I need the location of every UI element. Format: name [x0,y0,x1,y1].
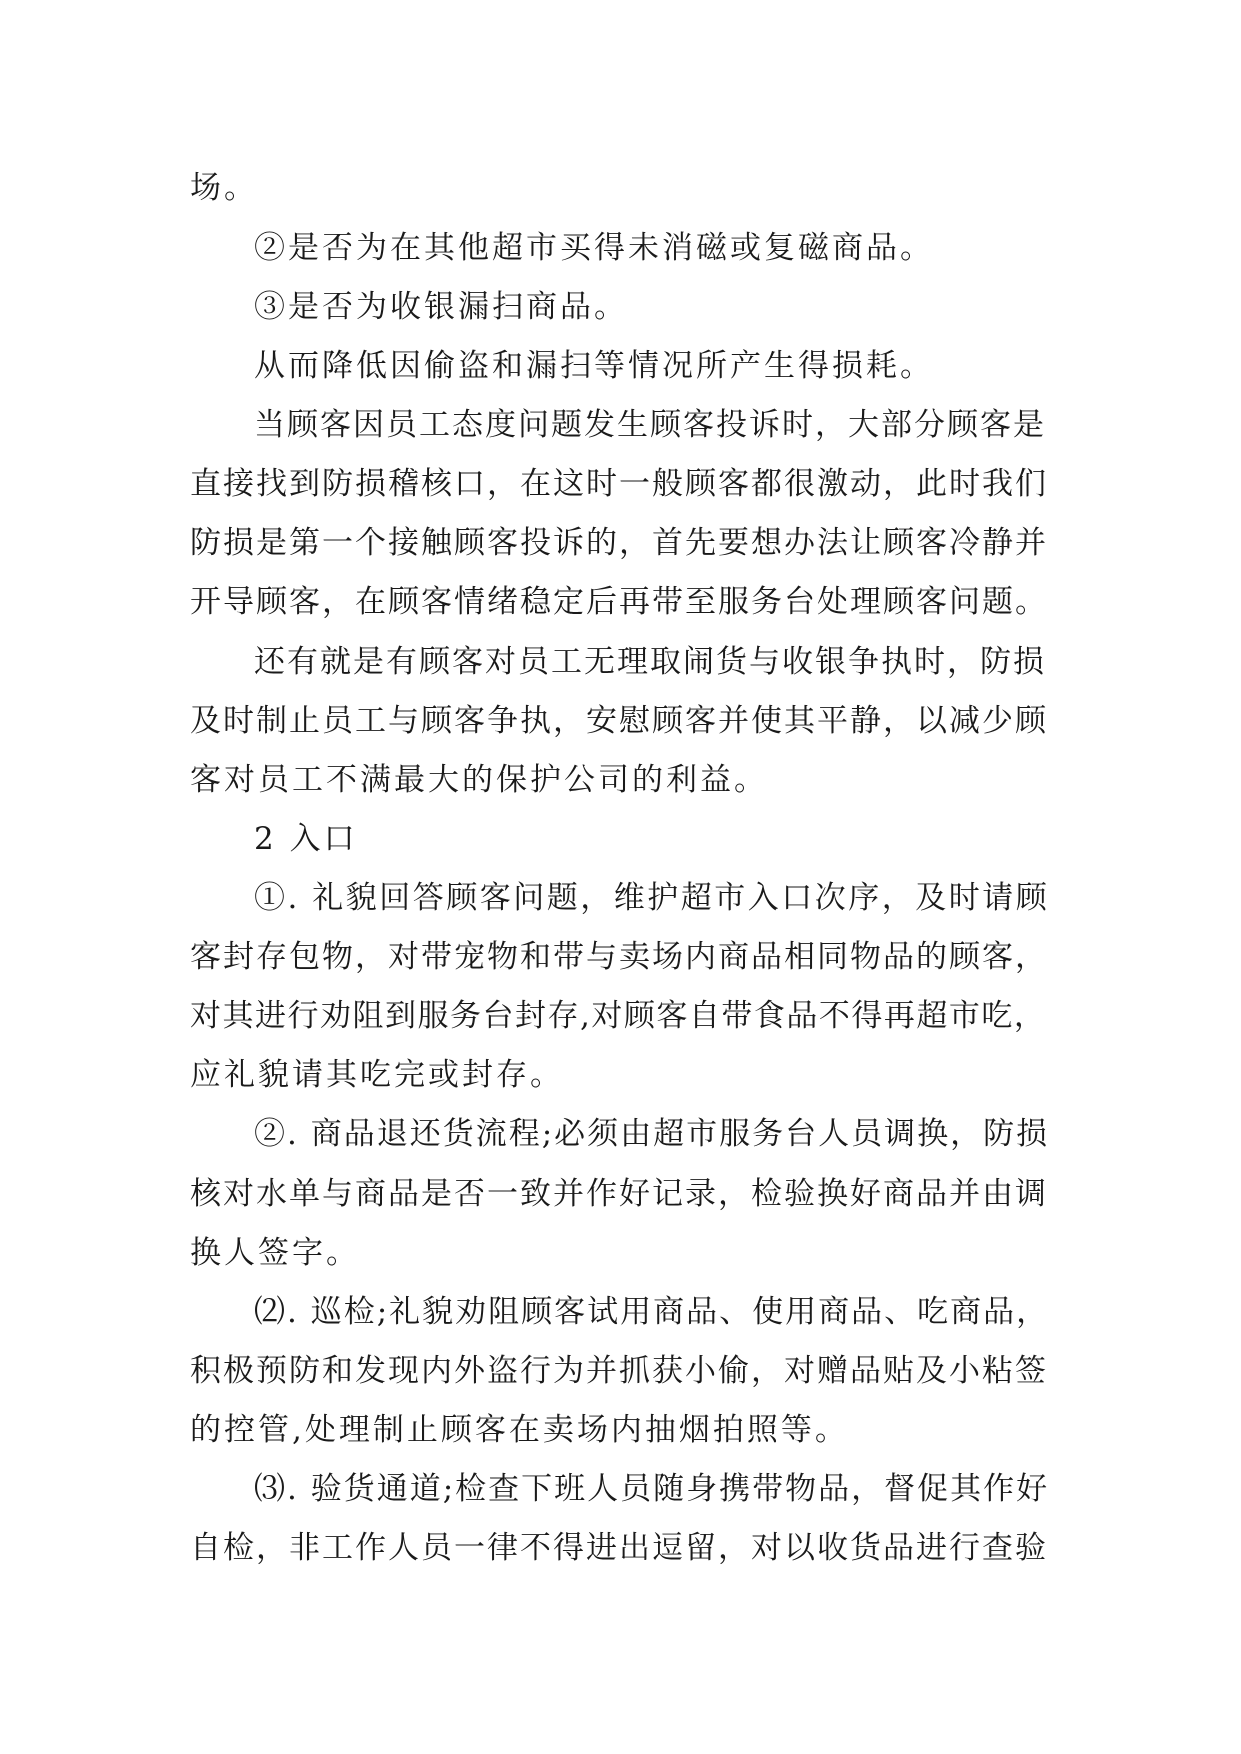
text-line-21: 积极预防和发现内外盗行为并抓获小偷，对赠品贴及小粘签 [190,1353,1048,1389]
text-line-13: ①. 礼貌回答顾客问题，维护超市入口次序，及时请顾 [254,880,1050,916]
text-line-14: 客封存包物，对带宠物和带与卖场内商品相同物品的顾客， [190,939,1048,975]
text-line-18: 核对水单与商品是否一致并作好记录，检验换好商品并由调 [190,1176,1048,1212]
text-line-8: 开导顾客，在顾客情绪稳定后再带至服务台处理顾客问题。 [190,584,1048,620]
text-line-24: 自检，非工作人员一律不得进出逗留，对以收货品进行查验 [190,1530,1048,1566]
text-line-9: 还有就是有顾客对员工无理取闹货与收银争执时，防损 [254,644,1046,680]
text-line-16: 应礼貌请其吃完或封存。 [190,1057,564,1093]
text-line-3: ③是否为收银漏扫商品。 [254,289,628,325]
text-line-4: 从而降低因偷盗和漏扫等情况所产生得损耗。 [254,348,934,384]
text-line-5: 当顾客因员工态度问题发生顾客投诉时，大部分顾客是 [254,407,1046,443]
text-line-2: ②是否为在其他超市买得未消磁或复磁商品。 [254,230,934,266]
text-line-6: 直接找到防损稽核口，在这时一般顾客都很激动，此时我们 [190,466,1048,502]
text-line-17: ②. 商品退还货流程;必须由超市服务台人员调换，防损 [254,1116,1050,1152]
text-line-7: 防损是第一个接触顾客投诉的，首先要想办法让顾客冷静并 [190,525,1048,561]
text-line-1: 场。 [190,170,258,206]
section-heading: 2 入口 [254,821,358,857]
text-line-10: 及时制止员工与顾客争执，安慰顾客并使其平静，以减少顾 [190,703,1048,739]
text-line-19: 换人签字。 [190,1235,360,1271]
text-line-22: 的控管,处理制止顾客在卖场内抽烟拍照等。 [190,1412,849,1448]
text-line-11: 客对员工不满最大的保护公司的利益。 [190,762,768,798]
text-line-15: 对其进行劝阻到服务台封存,对顾客自带食品不得再超市吃， [190,998,1047,1034]
text-line-20: ⑵. 巡检;礼貌劝阻顾客试用商品、使用商品、吃商品， [254,1294,1050,1330]
text-line-23: ⑶. 验货通道;检查下班人员随身携带物品，督促其作好 [254,1471,1050,1507]
